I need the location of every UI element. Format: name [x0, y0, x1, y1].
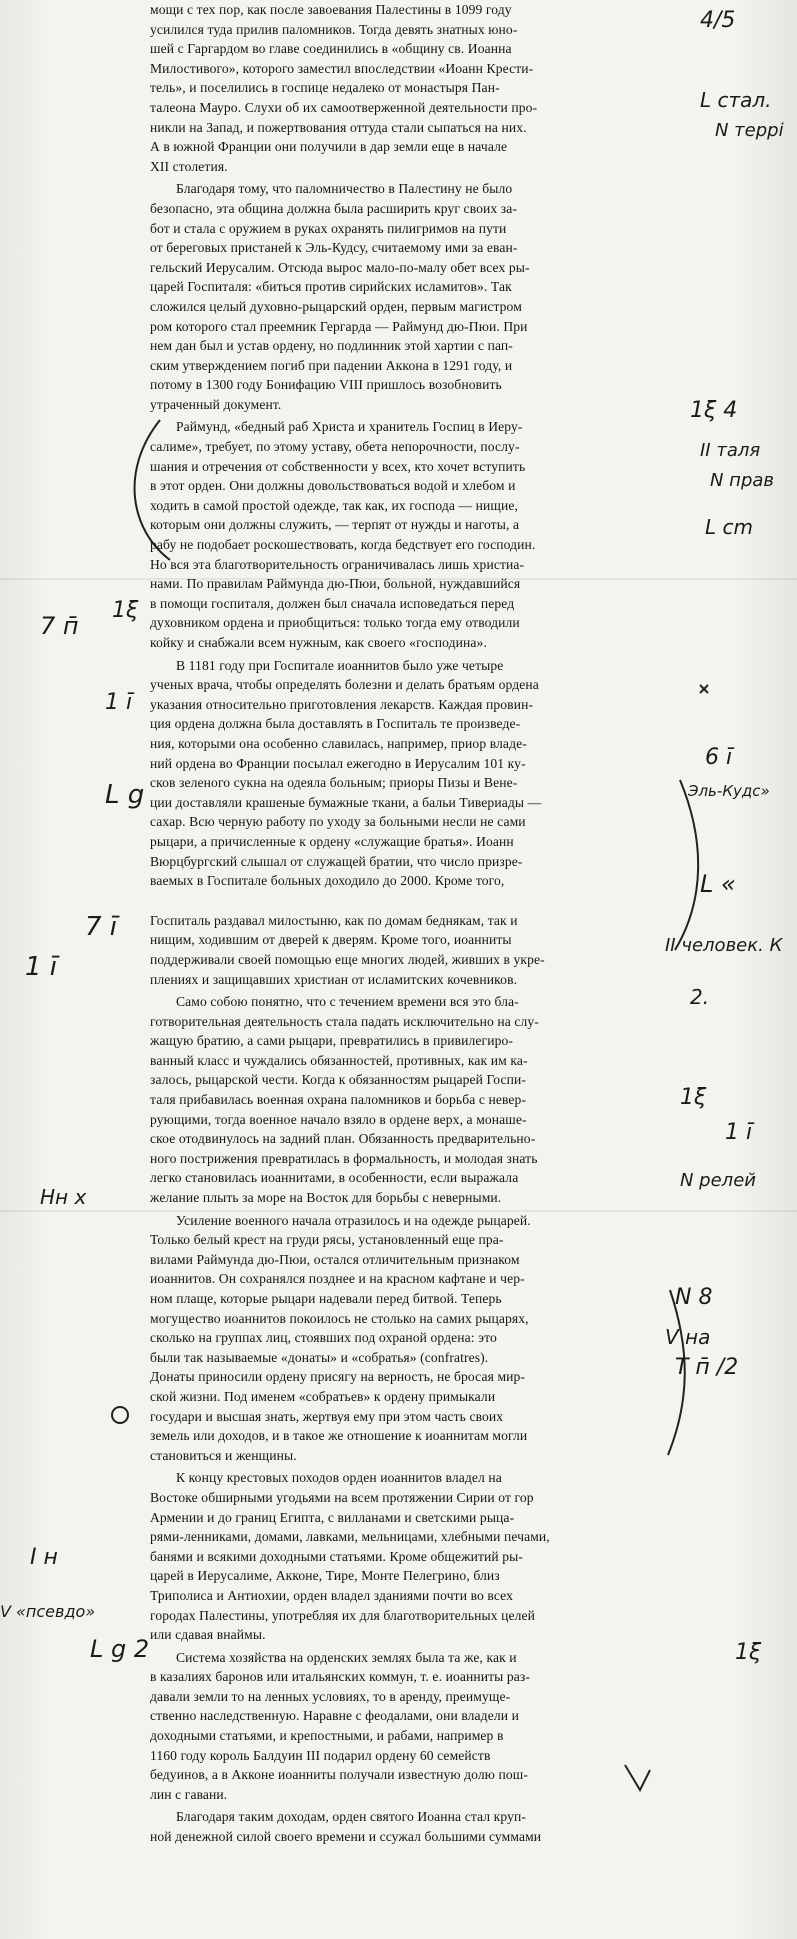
text-line: рями-ленниками, домами, лавками, мельницами, хлебными печами, — [150, 1529, 550, 1545]
text-line: В 1181 году при Госпитале иоаннитов было уже четыре — [176, 657, 504, 673]
text-line: Благодаря тому, что паломничество в Палестину не было — [176, 181, 513, 197]
text-line: Только белый крест на груди рясы, установленный еще пра- — [150, 1232, 504, 1248]
text-line: легко становилась иоаннитами, в особенности, если выражала — [150, 1170, 519, 1186]
text-line: тель», и поселились в госпице недалеко от монастыря Пан- — [150, 80, 500, 96]
text-line: от береговых пристаней к Эль-Кудсу, считаемому ими за еван- — [150, 240, 518, 256]
margin-note: L cm — [705, 515, 753, 539]
text-line: потому в 1300 году Бонифацию VIII пришлось возобновить — [150, 377, 502, 393]
text-line: Усиление военного начала отразилось и на одежде рыцарей. — [176, 1212, 531, 1228]
text-line: государи и высшая знать, жертвуя ему при этом часть своих — [150, 1408, 504, 1424]
text-line: таля прибавилась военная охрана паломников и борьба с невер- — [150, 1092, 527, 1108]
text-line: Милостивого», которого заместил впоследствии «Иоанн Крести- — [150, 60, 534, 76]
text-line: нищим, ходившим от дверей к дверям. Кроме того, иоанниты — [150, 932, 512, 948]
margin-note: 1ξ 4 — [690, 398, 738, 423]
text-line: рабу не подобает роскошествовать, когда бедствует его господин. — [150, 537, 536, 553]
text-line: талеона Мауро. Слухи об их самоотверженной деятельности про- — [150, 99, 538, 115]
margin-note: N релей — [680, 1170, 756, 1191]
text-line: ходить в самой простой одежде, так как, их господа — нищие, — [150, 497, 518, 513]
text-line: сложился целый духовно-рыцарский орден, первым магистром — [150, 298, 522, 314]
text-line: мощи с тех пор, как после завоевания Палестины в 1099 году — [150, 2, 512, 17]
text-line: ного пострижения превратилась в формальность, и молодая знать — [150, 1150, 538, 1166]
text-line: поддерживали своей помощью еще многих людей, живших в укре- — [150, 951, 545, 967]
margin-note: V «псевдо» — [0, 1602, 96, 1621]
text-line: шей с Гаргардом во главе соединились в «общину св. Иоанна — [150, 41, 512, 57]
text-line: Триполиса и Антиохии, орден владел зданиями почти во всех — [150, 1587, 513, 1603]
margin-note: L g — [105, 780, 145, 810]
text-line: царей в Иерусалиме, Акконе, Тире, Монте Пелегрино, близ — [150, 1568, 500, 1584]
text-line: Госпиталь раздавал милостыню, как по домам беднякам, так и — [150, 912, 518, 928]
text-line: в этот орден. Они должны довольствоваться водой и хлебом и — [150, 478, 516, 494]
text-line: XII столетия. — [150, 158, 228, 174]
margin-note: II человек. К — [665, 935, 783, 956]
text-line: бедуинов, а в Акконе иоанниты получали известную долю пош- — [150, 1767, 528, 1783]
text-line: ной денежной силой своего времени и ссужал большими суммами — [150, 1829, 542, 1845]
text-line: ний ордена во Франции посылал ежегодно в Иерусалим 101 ку- — [150, 755, 526, 771]
margin-note: V на — [665, 1325, 711, 1349]
margin-note: 1 ī — [725, 1120, 753, 1145]
text-line: сков зеленого сукна на одеяла больным; приоры Пизы и Вене- — [150, 775, 518, 791]
margin-note: N 8 — [675, 1285, 713, 1310]
text-line: ученых врача, чтобы определять болезни и делать братьям ордена — [150, 677, 539, 693]
text-line: земель или доходов, и в такое же отношение к иоаннитам могли — [150, 1428, 528, 1444]
text-line: ское отодвинулось на задний план. Обязанность предварительно- — [150, 1131, 536, 1147]
text-line: давали земли то на ленных условиях, то в аренду, преимуще- — [150, 1688, 511, 1704]
text-line: плениях и защищавших христиан от исламитских кочевников. — [150, 971, 518, 987]
text-line: жащую братию, а сами рыцари, превратились в привилегиро- — [150, 1033, 514, 1049]
text-line: рующими, тогда военное начало взяло в ордене верх, а монаше- — [150, 1111, 527, 1127]
margin-note: I н — [30, 1545, 58, 1570]
text-line: шания и отречения от собственности у всех, кто хочет вступить — [150, 458, 526, 474]
text-line: ским утверждением погиб при падении Аккона в 1291 году, и — [150, 357, 513, 373]
text-column — [150, 0, 670, 1847]
text-line: нами. По правилам Раймунда дю-Пюи, больной, нуждавшийся — [150, 576, 521, 592]
circle-mark — [112, 1407, 128, 1423]
margin-note: L « — [700, 870, 736, 898]
text-line: Вюрцбургский слышал от служащей братии, что число призре- — [150, 853, 523, 869]
text-line: ния, которыми она особенно славилась, например, приор владе- — [150, 735, 527, 751]
margin-note: N террі — [715, 120, 784, 141]
text-line: иоаннитов. Он сохранялся позднее и на красном кафтане и чер- — [150, 1271, 525, 1287]
text-line: в помощи госпиталя, должен был сначала исповедаться перед — [150, 595, 515, 611]
text-line: Востоке обширными угодьями на всем протяжении Сирии от гор — [150, 1489, 534, 1505]
text-line: ром которого стал преемник Гергарда — Раймунд дю-Пюи. При — [150, 318, 528, 334]
text-line: К концу крестовых походов орден иоаннитов владел на — [176, 1470, 502, 1486]
text-line: бот и стала с оружием в руках охранять пилигримов на пути — [150, 220, 507, 236]
margin-note: 6 ī — [705, 745, 733, 770]
text-line: ственно наследственную. Наравне с феодалами, они владели и — [150, 1708, 519, 1724]
margin-note: 1ξ — [680, 1085, 707, 1110]
text-line: сахар. Всю черную работу по уходу за больными несли не сами — [150, 814, 526, 830]
text-line: духовником ордена и приобщиться: только тогда ему отводили — [150, 615, 520, 631]
text-line: Система хозяйства на орденских землях была та же, как и — [176, 1649, 517, 1665]
text-line: ванный класс и чуждались обязанностей, противных, как им ка- — [150, 1052, 528, 1068]
text-line: готворительная деятельность стала падать исключительно на слу- — [150, 1013, 539, 1029]
text-line: лин с гавани. — [150, 1786, 228, 1802]
text-line: банями и всякими доходными статьями. Кроме общежитий ры- — [150, 1548, 524, 1564]
text-line: рыцари, а причисленные к ордену «служащие братья». Иоанн — [150, 833, 514, 849]
text-line: нем дан был и устав ордену, но подлинник этой хартии с пап- — [150, 338, 513, 354]
text-line: в казалиях баронов или итальянских коммун, т. е. иоанниты раз- — [150, 1669, 530, 1685]
text-line: утраченный документ. — [150, 396, 282, 412]
margin-note: N прав — [710, 470, 775, 491]
text-line: Само собою понятно, что с течением времени вся это бла- — [176, 994, 519, 1010]
margin-note: 4/5 — [700, 8, 736, 33]
margin-note: 1 ī — [25, 952, 58, 982]
text-line: Благодаря таким доходам, орден святого Иоанна стал круп- — [176, 1809, 526, 1825]
margin-note: Нн х — [40, 1185, 87, 1209]
margin-note: 1ξ — [735, 1640, 762, 1665]
text-line: были так называемые «донаты» и «собратья» (confratres). — [150, 1349, 489, 1365]
text-line: 1160 году король Балдуин III подарил ордену 60 семейств — [150, 1747, 491, 1763]
cross-mark — [700, 685, 708, 693]
text-line: Раймунд, «бедный раб Христа и хранитель Госпиц в Иеру- — [176, 419, 523, 435]
text-line: желание плыть за море на Восток для борьбы с неверными. — [150, 1190, 502, 1206]
text-line: сколько на группах лиц, стоявших под охраной ордена: это — [150, 1330, 497, 1346]
text-line: безопасно, эта община должна была расширить круг своих за- — [150, 200, 518, 216]
bracket-mark — [675, 780, 698, 950]
text-line: никли на Запад, и пожертвования оттуда стали сыпаться на них. — [150, 119, 527, 135]
margin-note: 7 ī — [85, 912, 118, 942]
text-line: ном плаще, которые рыцари надевали перед битвой. Теперь — [150, 1291, 502, 1306]
text-line: койку и снабжали всем нужным, как своего «господина». — [150, 635, 487, 650]
text-line: указания относительно приготовления лекарств. Каждая провин- — [150, 696, 534, 712]
text-line: могущество иоаннитов покоилось не столько на самих рыцарях, — [150, 1310, 529, 1326]
margin-note: T п̄ /2 — [675, 1355, 739, 1380]
margin-note: L g 2 — [90, 1635, 150, 1663]
text-line: царей Госпиталя: «биться против сирийских исламитов». Так — [150, 279, 512, 295]
text-line: ции доставляли крашеные бумажные ткани, а бальи Тивериады — — [150, 794, 542, 810]
margin-note: Эль-Кудс» — [688, 782, 770, 800]
margin-note: 1ξ — [112, 598, 139, 623]
text-line: салиме», требует, по этому уставу, обета непорочности, послу- — [150, 439, 520, 455]
margin-note: II таля — [700, 440, 761, 461]
text-line: городах Палестины, употребляя их для благотворительных целей — [150, 1607, 536, 1623]
text-line: ской жизни. Под именем «собратьев» к ордену примыкали — [150, 1388, 496, 1404]
text-line: которым они должны служить, — терпят от нужды и наготы, а — [150, 517, 520, 533]
text-line: залось, рыцарской чести. Когда к обязанностям рыцарей Госпи- — [150, 1072, 527, 1088]
text-line: гельский Иерусалим. Отсюда вырос мало-по-малу обет всех ры- — [150, 259, 530, 275]
text-line: ваемых в Госпитале больных доходило до 2000. Кроме того, — [150, 873, 505, 889]
text-line: А в южной Франции они получили в дар земли еще в начале — [150, 139, 508, 155]
text-line: усилился туда прилив паломников. Тогда девять знатных юно- — [150, 21, 518, 37]
text-line: Донаты приносили ордену присягу на верность, не бросая мир- — [150, 1369, 526, 1385]
margin-note: 2. — [690, 985, 710, 1009]
text-line: ция ордена должна была доставлять в Госпиталь те произведе- — [150, 716, 521, 732]
margin-note: 1 ī — [105, 690, 133, 715]
text-line: вилами Раймунда дю-Пюи, остался отличительным признаком — [150, 1251, 520, 1267]
text-line: доходными статьями, и крепостными, и рабами, например в — [150, 1728, 504, 1744]
margin-note: 7 п̄ — [40, 612, 79, 640]
text-line: Армении и до границ Египта, с вилланами и светскими рыца- — [150, 1509, 515, 1525]
text-line: или сдавая внаймы. — [150, 1627, 266, 1643]
margin-note: L стал. — [700, 88, 772, 112]
text-line: Но вся эта благотворительность ограничивалась лишь христиа- — [150, 556, 525, 572]
text-line: становиться и женщины. — [150, 1447, 297, 1463]
